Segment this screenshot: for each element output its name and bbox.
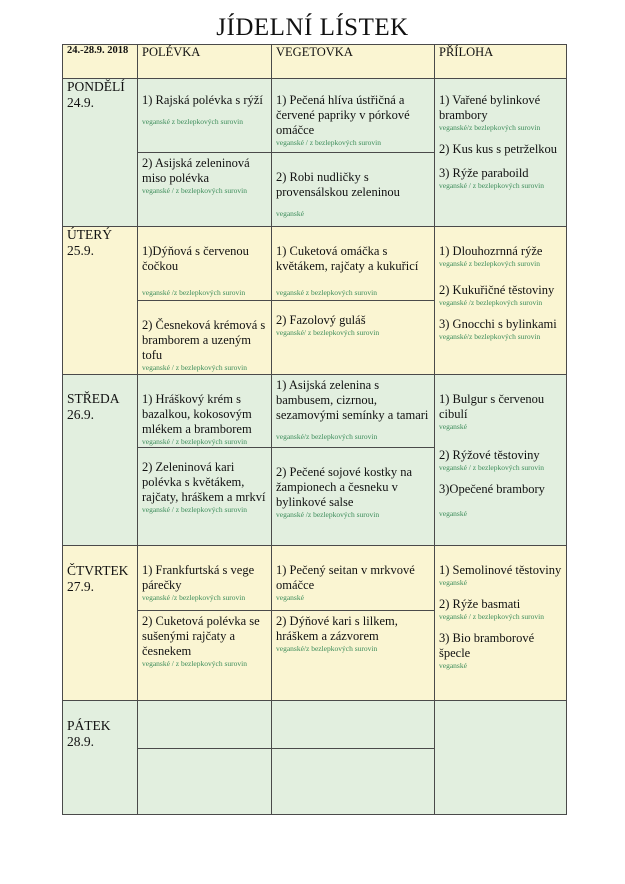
- page-title: JÍDELNÍ LÍSTEK: [216, 14, 409, 41]
- day-cell: [63, 79, 138, 227]
- day-cell: [63, 375, 138, 546]
- dish-name: 2) Fazolový guláš: [276, 313, 366, 327]
- side-cell: [435, 546, 567, 701]
- veg-cell: [272, 79, 435, 153]
- day-cell: [63, 546, 138, 701]
- dish-note: veganské z bezlepkových surovin: [439, 259, 541, 268]
- dish-name: 1) Pečená hlíva ústřičná a červené papriky v pórkové omáčce: [276, 93, 410, 137]
- dish-name: 2) Dýňové kari s lilkem, hráškem a zázvorem: [276, 614, 398, 643]
- veg-cell: [272, 749, 435, 815]
- dish-name: 2) Cuketová polévka se sušenými rajčaty a česnekem: [142, 614, 260, 658]
- dish-name: 2) Zeleninová kari polévka s květákem, rajčaty, hráškem a mrkví: [142, 460, 266, 504]
- dish-note: veganské /z bezlepkových surovin: [142, 288, 246, 297]
- dish-name: 1) Pečený seitan v mrkvové omáčce: [276, 563, 415, 592]
- dish-name: 2) Pečené sojové kostky na žampionech a česneku v bylinkové salse: [276, 465, 413, 509]
- dish-note: veganské / z bezlepkových surovin: [142, 186, 247, 195]
- side-cell: [435, 227, 567, 375]
- dish-name: 2) Kus kus s petrželkou: [439, 142, 558, 156]
- veg-cell: [272, 611, 435, 701]
- dish-note: veganské: [276, 593, 304, 602]
- dish-name: 1)Dýňová s červenou čočkou: [142, 244, 249, 273]
- day-row-tuesday: [63, 227, 567, 301]
- day-name: ČTVRTEK: [67, 563, 129, 578]
- dish-name: 2) Česneková krémová s bramborem a uzeným tofu: [142, 318, 266, 362]
- side-cell: [435, 79, 567, 227]
- veg-column-header: VEGETOVKA: [272, 45, 435, 79]
- dish-name: 1) Frankfurtská s vege párečky: [142, 563, 255, 592]
- day-row-monday: [63, 79, 567, 153]
- dish-note: veganské: [276, 209, 304, 218]
- date-range-header: 24.-28.9. 2018: [63, 45, 138, 79]
- dish-note: veganské / z bezlepkových surovin: [439, 463, 544, 472]
- veg-cell: [272, 301, 435, 375]
- dish-note: veganské/z bezlepkových surovin: [439, 332, 541, 341]
- soup-cell: [138, 611, 272, 701]
- veg-cell: [272, 153, 435, 227]
- dish-note: veganské / z bezlepkových surovin: [276, 138, 381, 147]
- day-cell: [63, 227, 138, 375]
- dish-name: 1) Vařené bylinkové brambory: [439, 93, 541, 122]
- dish-name: 3) Bio bramborové špecle: [439, 631, 535, 660]
- day-row-wednesday: [63, 375, 567, 448]
- dish-note: veganské /z bezlepkových surovin: [439, 298, 543, 307]
- dish-note: veganské: [439, 661, 467, 670]
- dish-note: veganské/z bezlepkových surovin: [276, 644, 378, 653]
- dish-note: veganské: [439, 578, 467, 587]
- dish-name: 1) Hráškový krém s bazalkou, kokosovým mlékem a bramborem: [142, 392, 252, 436]
- dish-name: 1) Semolinové těstoviny: [439, 563, 562, 577]
- veg-cell: [272, 546, 435, 611]
- dish-note: veganské: [439, 509, 467, 518]
- dish-note: veganské: [439, 422, 467, 431]
- veg-cell: [272, 701, 435, 749]
- dish-note: veganské/z bezlepkových surovin: [276, 432, 378, 441]
- day-name: STŘEDA: [67, 391, 120, 406]
- dish-note: veganské / z bezlepkových surovin: [439, 181, 544, 190]
- dish-name: 3) Gnocchi s bylinkami: [439, 317, 557, 331]
- soup-cell: [138, 301, 272, 375]
- dish-name: 1) Bulgur s červenou cibulí: [439, 392, 545, 421]
- veg-cell: [272, 227, 435, 301]
- day-row-friday: [63, 701, 567, 749]
- soup-cell: [138, 375, 272, 448]
- dish-name: 3)Opečené brambory: [439, 482, 545, 496]
- soup-cell: [138, 448, 272, 546]
- side-cell: [435, 701, 567, 815]
- day-date: 27.9.: [67, 579, 94, 594]
- soup-cell: [138, 701, 272, 749]
- day-name: PÁTEK: [67, 718, 111, 733]
- day-name: ÚTERÝ: [67, 227, 112, 242]
- soup-cell: [138, 749, 272, 815]
- dish-note: veganské/ z bezlepkových surovin: [276, 328, 380, 337]
- day-date: 28.9.: [67, 734, 94, 749]
- soup-cell: [138, 546, 272, 611]
- dish-note: veganské z bezlepkových surovin: [276, 288, 378, 297]
- day-date: 24.9.: [67, 95, 94, 110]
- dish-name: 1) Rajská polévka s rýží: [142, 93, 263, 107]
- dish-note: veganské z bezlepkových surovin: [142, 117, 244, 126]
- dish-name: 2) Rýže basmati: [439, 597, 521, 611]
- dish-name: 1) Dlouhozrnná rýže: [439, 244, 543, 258]
- day-date: 26.9.: [67, 407, 94, 422]
- side-column-header: PŘÍLOHA: [435, 45, 567, 79]
- dish-name: 1) Asijská zelenina s bambusem, cizrnou, sezamovými semínky a tamari: [276, 378, 429, 422]
- header-row: [63, 45, 567, 79]
- dish-name: 2) Robi nudličky s provensálskou zeleninou: [276, 170, 400, 199]
- veg-cell: [272, 375, 435, 448]
- dish-note: veganské / z bezlepkových surovin: [142, 505, 247, 514]
- soup-column-header: POLÉVKA: [138, 45, 272, 79]
- dish-name: 2) Rýžové těstoviny: [439, 448, 540, 462]
- dish-name: 1) Cuketová omáčka s květákem, rajčaty a kukuřicí: [276, 244, 419, 273]
- dish-note: veganské / z bezlepkových surovin: [142, 363, 247, 372]
- menu-table: [62, 44, 567, 815]
- dish-name: 2) Asijská zeleninová miso polévka: [142, 156, 250, 185]
- dish-note: veganské / z bezlepkových surovin: [142, 659, 247, 668]
- day-name: PONDĚLÍ: [67, 79, 125, 94]
- day-cell: [63, 701, 138, 815]
- dish-note: veganské /z bezlepkových surovin: [142, 593, 246, 602]
- dish-note: veganské/z bezlepkových surovin: [439, 123, 541, 132]
- soup-cell: [138, 153, 272, 227]
- veg-cell: [272, 448, 435, 546]
- dish-note: veganské /z bezlepkových surovin: [276, 510, 380, 519]
- day-date: 25.9.: [67, 243, 94, 258]
- soup-cell: [138, 79, 272, 153]
- side-cell: [435, 375, 567, 546]
- dish-note: veganské / z bezlepkových surovin: [142, 437, 247, 446]
- dish-name: 2) Kukuřičné těstoviny: [439, 283, 555, 297]
- soup-cell: [138, 227, 272, 301]
- dish-name: 3) Rýže paraboild: [439, 166, 529, 180]
- dish-note: veganské / z bezlepkových surovin: [439, 612, 544, 621]
- day-row-thursday: [63, 546, 567, 611]
